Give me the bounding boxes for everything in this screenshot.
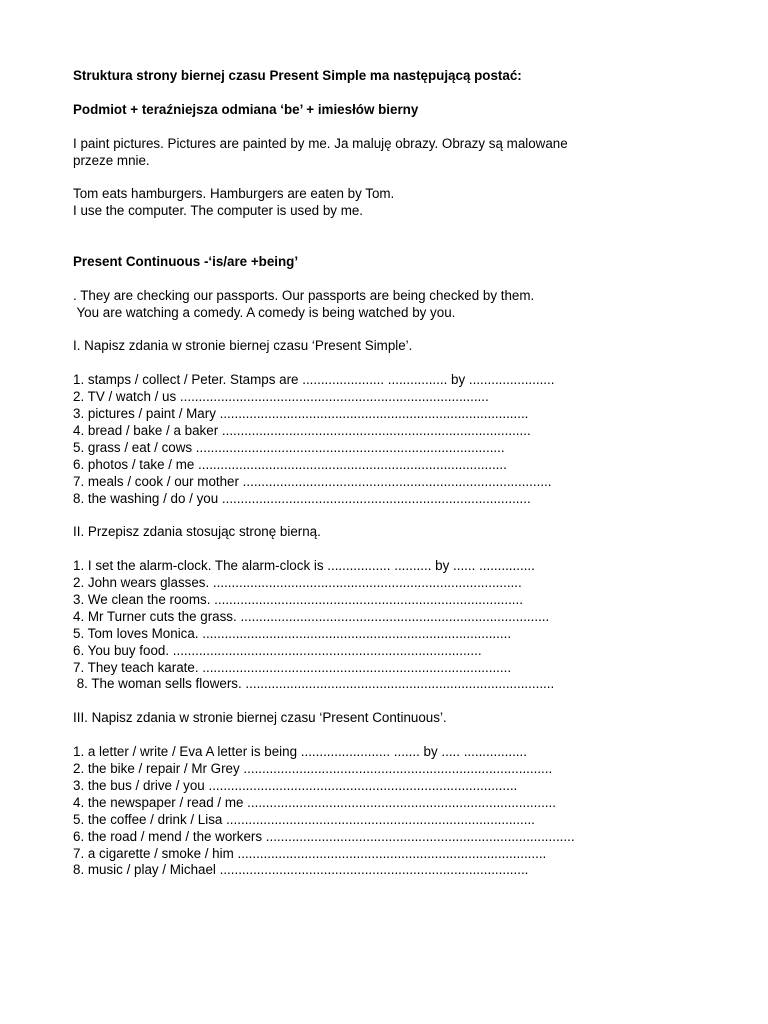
exercise-item: 4. Mr Turner cuts the grass. ...................................................................................	[73, 608, 550, 624]
intro-line: przeze mnie.	[73, 152, 150, 168]
intro-line: I use the computer. The computer is used by me.	[73, 203, 364, 219]
section-2-title: II. Przepisz zdania stosując stronę bierną.	[73, 524, 321, 540]
continuous-example: . They are checking our passports. Our passports are being checked by them.	[73, 287, 535, 303]
exercise-item: 2. John wears glasses. ...................................................................................	[73, 575, 522, 591]
exercise-item: 8. The woman sells flowers. ...................................................................................	[73, 676, 555, 692]
exercise-item: 8. music / play / Michael ...................................................................................	[73, 862, 529, 878]
section-1-list	[73, 372, 728, 507]
exercise-item: 3. the bus / drive / you ...................................................................................	[73, 777, 518, 793]
intro-line: I paint pictures. Pictures are painted by me. Ja maluję obrazy. Obrazy są malowane	[73, 135, 568, 151]
exercise-item: 7. a cigarette / smoke / him ...................................................................................	[73, 845, 547, 861]
exercise-item: 2. TV / watch / us ...................................................................................	[73, 389, 489, 405]
exercise-item: 3. pictures / paint / Mary ...................................................................................	[73, 406, 529, 422]
section-3-title: III. Napisz zdania w stronie biernej czasu ‘Present Continuous’.	[73, 710, 447, 726]
exercise-item: 1. a letter / write / Eva A letter is being ........................ ....... by ..... .................	[73, 744, 527, 760]
continuous-example: You are watching a comedy. A comedy is being watched by you.	[73, 304, 456, 320]
exercise-item: 1. I set the alarm-clock. The alarm-clock is ................. .......... by ...... ...............	[73, 558, 535, 574]
exercise-item: 3. We clean the rooms. ...................................................................................	[73, 591, 523, 607]
exercise-item: 5. the coffee / drink / Lisa ...................................................................................	[73, 811, 535, 827]
exercise-item: 6. You buy food. ...................................................................................	[73, 642, 482, 658]
exercise-item: 7. meals / cook / our mother ...................................................................................	[73, 473, 552, 489]
section-3-list	[73, 744, 728, 879]
exercise-item: 2. the bike / repair / Mr Grey ...................................................................................	[73, 760, 553, 776]
exercise-item: 6. photos / take / me ...................................................................................	[73, 456, 507, 472]
exercise-item: 5. grass / eat / cows ...................................................................................	[73, 439, 505, 455]
exercise-item: 4. bread / bake / a baker ...................................................................................	[73, 422, 531, 438]
exercise-item: 6. the road / mend / the workers ...................................................................................	[73, 828, 575, 844]
heading-structure: Struktura strony biernej czasu Present Simple ma następującą postać:	[73, 68, 522, 83]
exercise-item: 1. stamps / collect / Peter. Stamps are ...................... ................ by .......................	[73, 372, 555, 388]
heading-present-continuous: Present Continuous -‘is/are +being’	[73, 253, 299, 269]
exercise-item: 5. Tom loves Monica. ...................................................................................	[73, 625, 512, 641]
exercise-item: 7. They teach karate. ...................................................................................	[73, 659, 512, 675]
exercise-item: 8. the washing / do / you ...................................................................................	[73, 490, 531, 506]
exercise-item: 4. the newspaper / read / me ...................................................................................	[73, 794, 556, 810]
intro-line: Tom eats hamburgers. Hamburgers are eaten by Tom.	[73, 186, 395, 202]
section-2-list	[73, 558, 728, 693]
heading-formula: Podmiot + teraźniejsza odmiana ‘be’ + imiesłów bierny	[73, 101, 419, 117]
section-1-title: I. Napisz zdania w stronie biernej czasu ‘Present Simple’.	[73, 338, 413, 354]
